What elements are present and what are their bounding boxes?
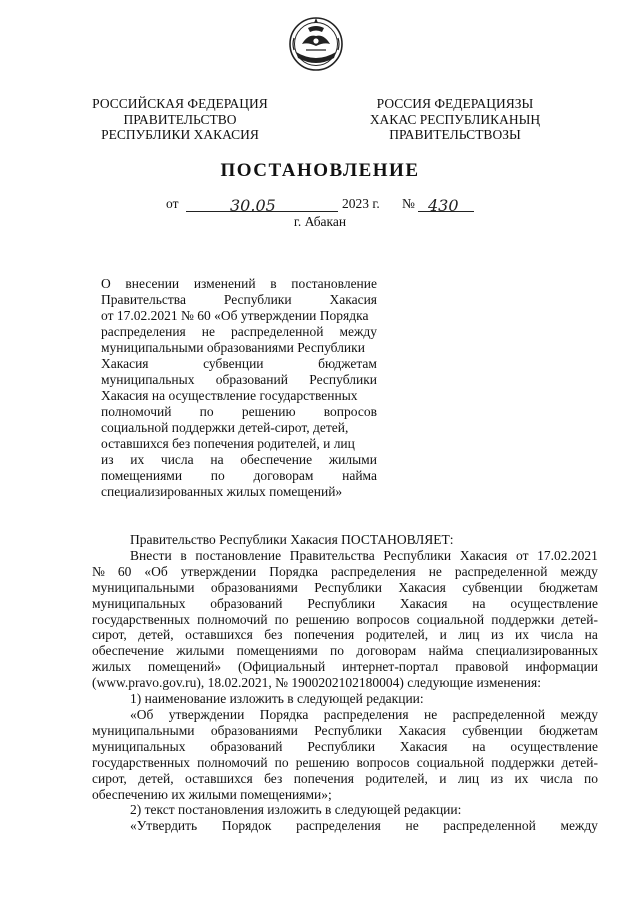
body-word: лиц xyxy=(458,627,480,643)
subject-word: распределенной xyxy=(230,324,324,339)
body-word: распределения xyxy=(330,563,416,579)
body-word: (www.pravo.gov.ru), 18.02.2021, № 1900202102180004) следующие изменения: xyxy=(92,675,541,691)
body-line xyxy=(92,755,598,771)
body-word: решению xyxy=(295,611,350,627)
body-word: № xyxy=(92,563,105,579)
subject-word: Республики xyxy=(309,372,377,387)
body-word: детей- xyxy=(561,754,598,770)
body-word: между xyxy=(560,706,598,722)
body-word: из xyxy=(490,770,504,786)
body-word: их xyxy=(515,627,529,643)
body-word: «Об xyxy=(144,563,168,579)
body-word: оставшихся xyxy=(185,627,253,643)
body-word: детей, xyxy=(138,770,174,786)
body-word: образованиями xyxy=(210,722,298,738)
header-left-line: РЕСПУБЛИКИ ХАКАСИЯ xyxy=(101,127,259,142)
header-right-line: ПРАВИТЕЛЬСТВОЗЫ xyxy=(389,127,521,142)
subject-word: муниципальными образованиями Республики xyxy=(101,340,365,355)
body-word: 2) текст постановления изложить в следующей редакции: xyxy=(130,802,462,818)
subject-line xyxy=(101,276,377,292)
body-word: бюджетам xyxy=(539,579,598,595)
subject-word: распределения xyxy=(101,324,186,339)
body-line xyxy=(92,691,598,707)
body-word: по xyxy=(583,770,598,786)
subject-line xyxy=(101,308,377,324)
body-word: правовой xyxy=(455,659,509,675)
subject-word: по xyxy=(199,404,214,419)
body-word: муниципальными xyxy=(92,579,195,595)
body-word: Хакасия xyxy=(398,579,446,595)
body-word: не xyxy=(423,706,438,722)
subject-word: между xyxy=(339,324,377,339)
handwritten-number: 430 xyxy=(428,196,459,215)
body-word: образований xyxy=(210,738,283,754)
body-word: распределенной xyxy=(452,706,546,722)
body-word: специализированных xyxy=(475,643,598,659)
header-right-line: РОССИЯ ФЕДЕРАЦИЯЗЫ xyxy=(376,96,534,111)
body-word: жилыми xyxy=(176,643,225,659)
body-word: без xyxy=(264,770,283,786)
subject-word: из xyxy=(101,452,114,467)
body-word: детей, xyxy=(138,627,174,643)
body-line xyxy=(92,659,598,675)
body-word: между xyxy=(560,563,598,579)
body-word: постановление xyxy=(195,547,282,563)
subject-line xyxy=(101,420,377,436)
subject-word: жилыми xyxy=(328,452,377,467)
body-word: не xyxy=(405,818,419,834)
header-left-line: РОССИЙСКАЯ ФЕДЕРАЦИЯ xyxy=(92,96,268,111)
body-word: числа xyxy=(539,770,573,786)
body-word: осуществление xyxy=(510,738,598,754)
subject-word: договорам xyxy=(253,468,314,483)
subject-word: вопросов xyxy=(323,404,377,419)
subject-word: обеспечение xyxy=(240,452,313,467)
body-word: обеспечению их жилыми помещениями»; xyxy=(92,786,332,802)
body-word: Республики xyxy=(314,579,382,595)
body-word: на xyxy=(472,738,486,754)
body-word: по xyxy=(274,611,289,627)
subject-line xyxy=(101,468,377,484)
subject-word: Правительства xyxy=(101,292,186,307)
body-word: от xyxy=(516,547,529,563)
body-line xyxy=(92,707,598,723)
body-word: вопросов xyxy=(356,611,410,627)
subject-word: Республики xyxy=(223,292,292,307)
subject-line xyxy=(101,372,377,388)
body-line xyxy=(92,612,598,628)
body-word: поддержки xyxy=(491,754,555,770)
body-word: числа xyxy=(540,627,574,643)
body-word: Республики xyxy=(383,547,452,563)
body-word: интернет-портал xyxy=(342,659,439,675)
body-word: субвенции xyxy=(462,722,523,738)
body-word: Правительство Республики Хакасия ПОСТАНОВЛЯЕТ: xyxy=(130,532,454,547)
subject-line xyxy=(101,340,377,356)
subject-word: муниципальных xyxy=(101,372,195,387)
body-word: Республики xyxy=(314,722,382,738)
subject-word: Хакасия xyxy=(329,292,377,307)
body-word: Хакасия xyxy=(399,595,448,611)
handwritten-date: 30.05 xyxy=(230,196,276,215)
body-word: и xyxy=(439,627,447,643)
body-word: помещений» xyxy=(148,659,222,675)
subject-line xyxy=(101,436,377,452)
subject-block xyxy=(101,276,377,500)
subject-word: по xyxy=(210,468,225,483)
subject-line xyxy=(101,452,377,468)
body-word: Республики xyxy=(307,738,376,754)
body-word: «Утвердить xyxy=(130,818,198,834)
body-word: Правительства xyxy=(289,547,375,563)
body-word: социальной xyxy=(416,754,485,770)
subject-word: оставшихся без попечения родителей, и лиц xyxy=(101,436,355,451)
body-word: государственных xyxy=(92,611,191,627)
subject-line xyxy=(101,484,377,500)
coat-of-arms-emblem xyxy=(288,14,344,74)
body-word: сирот, xyxy=(92,770,127,786)
body-line xyxy=(92,771,598,787)
body-word: бюджетам xyxy=(539,722,598,738)
body-word: государственных xyxy=(92,754,191,770)
header-right-line: ХАКАС РЕСПУБЛИКАНЫҢ xyxy=(369,111,541,127)
body-word: обеспечение xyxy=(92,643,164,659)
subject-word: бюджетам xyxy=(318,356,377,371)
body-word: решению xyxy=(295,754,350,770)
document-body xyxy=(92,532,598,834)
subject-word: специализированных жилых помещений» xyxy=(101,484,343,499)
subject-word: на xyxy=(210,452,224,467)
body-word: без xyxy=(264,627,283,643)
subject-word: помещениями xyxy=(101,468,183,483)
body-word: 60 xyxy=(117,563,132,579)
body-word: договорам xyxy=(356,643,417,659)
subject-word: Хакасия на осуществление государственных xyxy=(101,388,358,403)
body-word: и xyxy=(439,770,447,786)
body-line xyxy=(92,802,598,818)
body-word: поддержки xyxy=(491,611,555,627)
subject-word: субвенции xyxy=(203,356,264,371)
body-word: «Об xyxy=(130,706,154,722)
subject-word: от 17.02.2021 № 60 «Об утверждении Порядка xyxy=(101,308,369,323)
body-word: Порядка xyxy=(269,563,318,579)
body-word: из xyxy=(490,627,504,643)
subject-word: найма xyxy=(342,468,377,483)
subject-line xyxy=(101,324,377,340)
body-line xyxy=(92,627,598,643)
body-line xyxy=(92,787,598,803)
body-word: распределенной xyxy=(443,818,536,834)
subject-line xyxy=(101,356,377,372)
subject-word: решению xyxy=(241,404,296,419)
subject-word: социальной поддержки детей-сирот, детей, xyxy=(101,420,349,435)
body-word: не xyxy=(428,563,442,579)
body-word: образованиями xyxy=(210,579,298,595)
subject-word: их xyxy=(130,452,145,467)
body-word: утверждении xyxy=(180,563,257,579)
body-line xyxy=(92,723,598,739)
header-right-block xyxy=(360,96,550,143)
number-sign: № xyxy=(402,196,415,211)
body-word: (Официальный xyxy=(238,659,326,675)
body-word: попечения xyxy=(293,770,354,786)
body-word: в xyxy=(180,547,187,563)
body-word: полномочий xyxy=(197,611,268,627)
body-word: помещениями xyxy=(236,643,318,659)
body-word: детей- xyxy=(561,611,598,627)
subject-line xyxy=(101,292,377,308)
body-word: оставшихся xyxy=(184,770,253,786)
body-word: их xyxy=(514,770,529,786)
body-line xyxy=(92,564,598,580)
header-left-block xyxy=(80,96,280,143)
body-word: 17.02.2021 xyxy=(537,547,598,563)
date-year: 2023 г. xyxy=(342,196,380,211)
body-word: Хакасия xyxy=(399,738,448,754)
body-word: вопросов xyxy=(356,754,410,770)
body-word: лиц xyxy=(457,770,480,786)
body-word: Хакасия xyxy=(398,722,446,738)
body-word: утверждении xyxy=(168,706,245,722)
body-word: Порядка xyxy=(259,706,309,722)
subject-word: образований xyxy=(215,372,288,387)
document-title: ПОСТАНОВЛЕНИЕ xyxy=(220,160,420,181)
city-line: г. Абакан xyxy=(293,214,347,229)
body-word: родителей, xyxy=(365,627,429,643)
body-word: Республики xyxy=(307,595,376,611)
body-word: родителей, xyxy=(365,770,428,786)
body-word: по xyxy=(330,643,345,659)
body-word: муниципальных xyxy=(92,595,186,611)
body-word: распределения xyxy=(296,818,381,834)
body-line xyxy=(92,548,598,564)
subject-word: внесении xyxy=(125,276,180,291)
body-line xyxy=(92,643,598,659)
subject-line xyxy=(101,404,377,420)
body-word: распределения xyxy=(323,706,409,722)
header-left-line: ПРАВИТЕЛЬСТВО xyxy=(123,111,237,127)
body-line xyxy=(92,580,598,596)
subject-word: числа xyxy=(160,452,194,467)
body-word: жилых xyxy=(92,659,132,675)
body-line xyxy=(92,818,598,834)
body-word: Хакасия xyxy=(459,547,508,563)
subject-word: О xyxy=(101,276,111,291)
subject-word: Хакасия xyxy=(101,356,149,371)
body-word: осуществление xyxy=(510,595,598,611)
body-word: на xyxy=(472,595,486,611)
body-word: полномочий xyxy=(197,754,268,770)
body-word: Порядок xyxy=(221,818,272,834)
body-line xyxy=(92,739,598,755)
body-word: образований xyxy=(210,595,283,611)
body-word: попечения xyxy=(293,627,355,643)
body-word: сирот, xyxy=(92,627,127,643)
subject-word: в xyxy=(270,276,277,291)
body-word: информации xyxy=(525,659,598,675)
body-word: Внести xyxy=(130,547,172,563)
body-line xyxy=(92,675,598,691)
subject-word: постановление xyxy=(291,276,377,291)
body-word: распределенной xyxy=(454,563,548,579)
body-line xyxy=(92,596,598,612)
body-word: по xyxy=(274,754,289,770)
body-word: муниципальными xyxy=(92,722,195,738)
body-word: 1) наименование изложить в следующей редакции: xyxy=(130,691,424,707)
body-word: социальной xyxy=(416,611,485,627)
subject-line xyxy=(101,388,377,404)
body-word: муниципальных xyxy=(92,738,186,754)
date-prefix: от xyxy=(166,196,179,211)
body-word: на xyxy=(584,627,598,643)
subject-word: изменений xyxy=(193,276,256,291)
body-word: субвенции xyxy=(462,579,523,595)
body-word: между xyxy=(560,818,598,834)
body-line xyxy=(92,532,598,548)
body-word: найма xyxy=(428,643,464,659)
subject-word: не xyxy=(201,324,215,339)
subject-word: полномочий xyxy=(101,404,172,419)
